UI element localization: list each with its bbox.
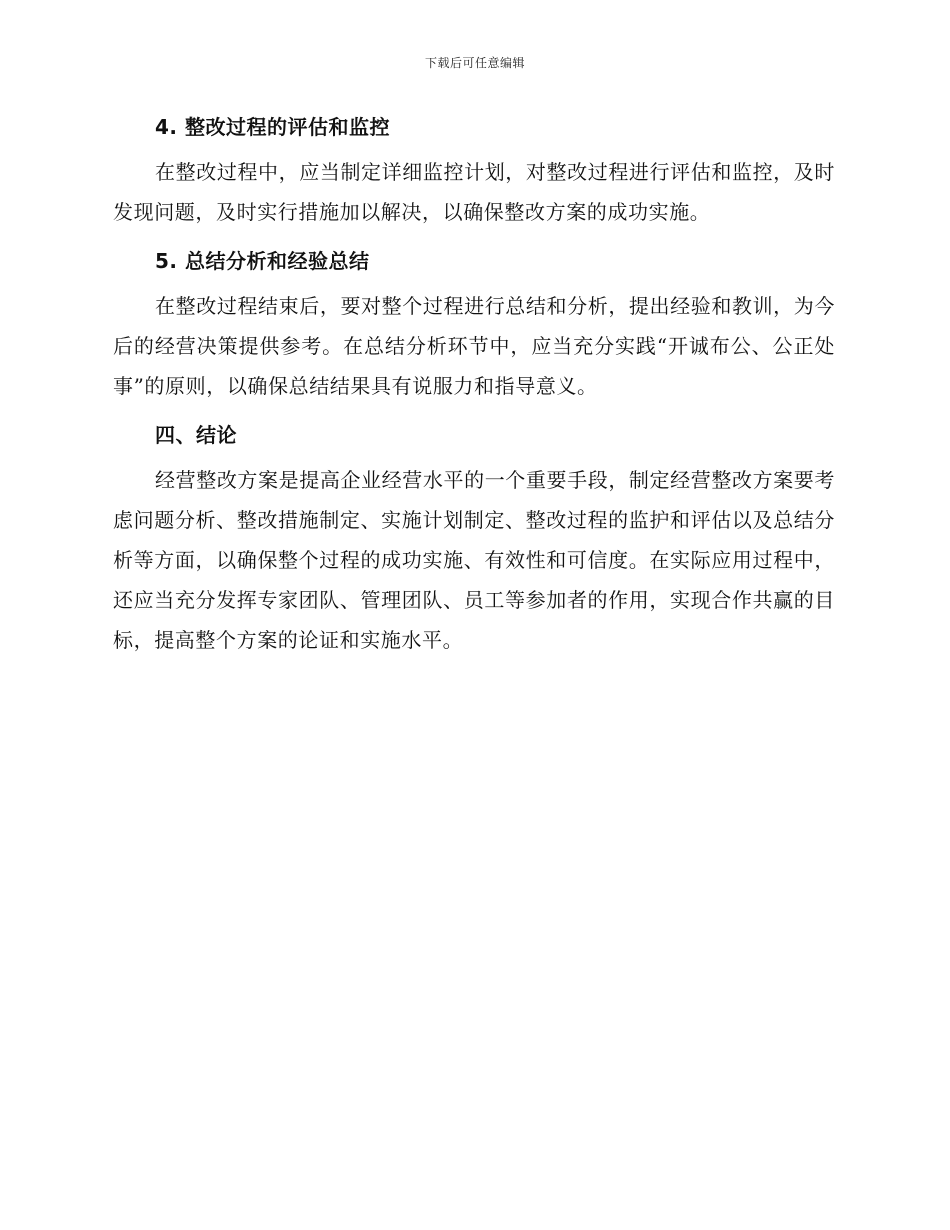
section-heading-4: 4. 整改过程的评估和监控 (155, 115, 390, 139)
document-body (113, 110, 835, 670)
section-paragraph-conclusion: 经营整改方案是提高企业经营水平的一个重要手段，制定经营整改方案要考虑问题分析、整改措施制定、实施计划制定、整改过程的监护和评估以及总结分析等方面，以确保整个过程的成功实施、有效性和可信度。在实际应用过程中，还应当充分发挥专家团队、管理团队、员工等参加者的作用，实现合作共赢的目标，提高整个方案的论证和实施水平。 (113, 468, 835, 652)
section-heading-conclusion: 四、结论 (155, 423, 237, 447)
section-heading-5: 5. 总结分析和经验总结 (155, 249, 370, 273)
section-paragraph-5: 在整改过程结束后，要对整个过程进行总结和分析，提出经验和教训，为今后的经营决策提供参考。在总结分析环节中，应当充分实践“开诚布公、公正处事”的原则，以确保总结结果具有说服力和指导意义。 (113, 294, 835, 398)
page-header-note: 下载后可任意编辑 (424, 56, 525, 70)
section-paragraph-4: 在整改过程中，应当制定详细监控计划，对整改过程进行评估和监控，及时发现问题，及时实行措施加以解决，以确保整改方案的成功实施。 (113, 160, 835, 224)
